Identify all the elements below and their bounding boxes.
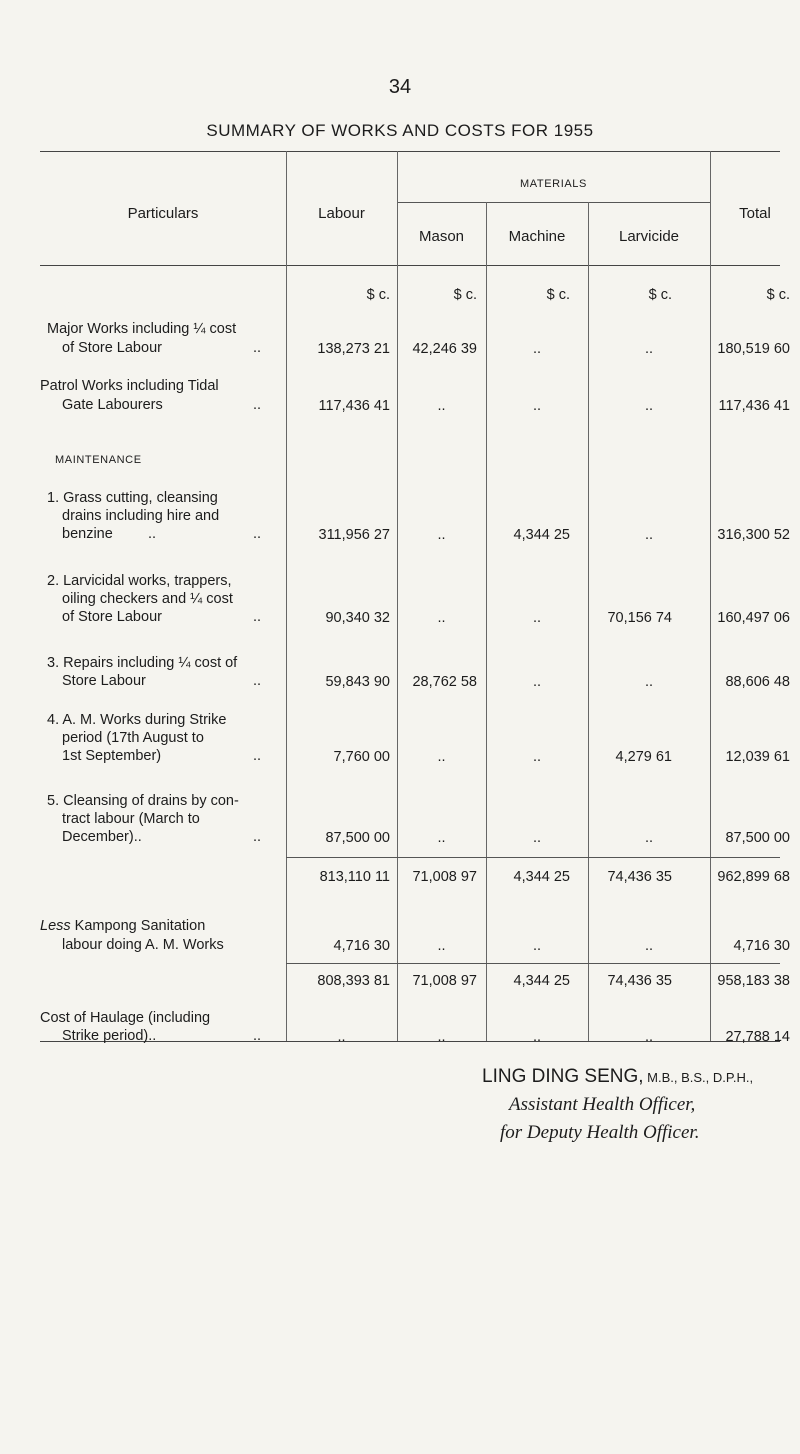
currency-total: $ c. [766,287,790,303]
row-larvicidal-label-1: 2. Larvicidal works, trappers, [47,573,232,589]
less-larvicide: .. [644,938,654,954]
col-divider-5 [710,151,711,1041]
row-grass-cutting-mason: .. [437,527,446,543]
haulage-total: 27,788 14 [725,1029,790,1045]
currency-mason: $ c. [453,287,477,303]
subtotal-1-total: 962,899 68 [717,869,790,885]
subtotal-1-mason: 71,008 97 [412,869,477,885]
row-larvicidal-labour: 90,340 32 [325,610,390,626]
subtotal-2-rule [286,963,780,964]
row-major-works-labour: 138,273 21 [317,341,390,357]
row-am-works-labour: 7,760 00 [333,749,390,765]
signature-qualifications: M.B., B.S., D.P.H., [643,1070,754,1085]
row-larvicidal-mason: .. [437,610,446,626]
header-labour: Labour [318,205,365,222]
row-cleansing-total: 87,500 00 [725,830,790,846]
row-grass-cutting-label-2: drains including hire and [62,508,220,524]
row-major-works-larvicide: .. [644,341,654,357]
leader-dots: .. [253,1028,262,1044]
row-grass-cutting-larvicide: .. [644,527,654,543]
header-bottom-rule [40,265,780,266]
signature-deputy: for Deputy Health Officer. [500,1122,700,1143]
row-grass-cutting-label-1: 1. Grass cutting, cleansing [47,490,218,506]
row-repairs-machine: .. [532,674,542,690]
subtotal-1-machine: 4,344 25 [513,869,570,885]
row-cleansing-label-1: 5. Cleansing of drains by con- [47,793,239,809]
subtotal-2-larvicide: 74,436 35 [607,973,672,989]
less-labour: 4,716 30 [333,938,390,954]
row-major-works-label-1: Major Works including ¼ cost [47,321,237,337]
row-patrol-works-machine: .. [532,398,542,414]
row-major-works-total: 180,519 60 [717,341,790,357]
header-materials: MATERIALS [520,178,587,190]
subtotal-2-mason: 71,008 97 [412,973,477,989]
row-major-works-machine: .. [532,341,542,357]
header-mason: Mason [418,228,465,245]
haulage-machine: .. [532,1029,542,1045]
row-repairs-total: 88,606 48 [725,674,790,690]
row-am-works-label-1: 4. A. M. Works during Strike [47,712,227,728]
row-patrol-works-labour: 117,436 41 [318,398,390,414]
leader-dots: .. [253,829,262,845]
currency-larvicide: $ c. [648,287,672,303]
signature-name-text: LING DING SENG, [482,1066,644,1087]
subtotal-2-total: 958,183 38 [717,973,790,989]
page-number: 34 [388,76,412,98]
row-am-works-label-2: period (17th August to [62,730,204,746]
leader-dots: .. [253,748,262,764]
row-cleansing-larvicide: .. [644,830,654,846]
signature-name [482,1066,753,1088]
header-machine: Machine [508,228,566,245]
row-patrol-works-mason: .. [437,398,446,414]
row-patrol-works-label-1: Patrol Works including Tidal [40,378,219,394]
header-total: Total [739,205,771,222]
row-grass-cutting-label-3: benzine [62,526,113,542]
less-italic: Less [40,918,71,934]
row-repairs-label-2: Store Labour [62,673,146,689]
row-repairs-mason: 28,762 58 [412,674,477,690]
row-cleansing-machine: .. [532,830,542,846]
header-larvicide: Larvicide [618,228,680,245]
row-patrol-works-larvicide: .. [644,398,654,414]
row-grass-cutting-labour: 311,956 27 [318,527,390,543]
row-am-works-larvicide: 4,279 61 [615,749,672,765]
leader-dots: .. [253,340,262,356]
row-am-works-total: 12,039 61 [725,749,790,765]
leader-dots: .. [253,609,262,625]
row-patrol-works-label-2: Gate Labourers [62,397,163,413]
subtotal-2-machine: 4,344 25 [513,973,570,989]
less-label-2: labour doing A. M. Works [62,937,224,953]
less-label-1 [40,918,205,935]
leader-dots: .. [148,526,157,542]
subtotal-1-rule [286,857,780,858]
haulage-larvicide: .. [644,1029,654,1045]
document-title: SUMMARY OF WORKS AND COSTS FOR 1955 [206,121,594,140]
row-cleansing-label-2: tract labour (March to [62,811,200,827]
header-particulars: Particulars [127,205,199,222]
currency-labour: $ c. [366,287,390,303]
col-divider-2 [397,151,398,1041]
row-larvicidal-total: 160,497 06 [717,610,790,626]
less-machine: .. [532,938,542,954]
row-major-works-mason: 42,246 39 [412,341,477,357]
row-larvicidal-label-3: of Store Labour [62,609,162,625]
row-grass-cutting-total: 316,300 52 [717,527,790,543]
row-cleansing-label-3: December).. [62,829,142,845]
row-larvicidal-machine: .. [532,610,542,626]
col-divider-1 [286,151,287,1041]
row-major-works-label-2: of Store Labour [62,340,162,356]
less-label-rest: Kampong Sanitation [70,918,206,934]
row-cleansing-labour: 87,500 00 [325,830,390,846]
row-repairs-labour: 59,843 90 [325,674,390,690]
row-am-works-mason: .. [437,749,446,765]
row-patrol-works-total: 117,436 41 [718,398,790,414]
signature-title: Assistant Health Officer, [509,1094,696,1115]
row-am-works-machine: .. [532,749,542,765]
subtotal-1-labour: 813,110 11 [319,869,390,885]
currency-machine: $ c. [546,287,570,303]
materials-divider [397,202,710,203]
row-am-works-label-3: 1st September) [62,748,162,764]
row-grass-cutting-machine: 4,344 25 [513,527,570,543]
leader-dots: .. [253,397,262,413]
leader-dots: .. [253,673,262,689]
subtotal-1-larvicide: 74,436 35 [607,869,672,885]
row-larvicidal-larvicide: 70,156 74 [607,610,672,626]
less-mason: .. [437,938,446,954]
leader-dots: .. [253,526,262,542]
haulage-label-1: Cost of Haulage (including [40,1010,211,1026]
subtotal-2-labour: 808,393 81 [317,973,390,989]
haulage-labour: .. [337,1029,346,1045]
row-larvicidal-label-2: oiling checkers and ¼ cost [62,591,233,607]
table-top-rule [40,151,780,152]
haulage-label-2: Strike period).. [62,1028,157,1044]
row-cleansing-mason: .. [437,830,446,846]
less-total: 4,716 30 [733,938,790,954]
row-repairs-label-1: 3. Repairs including ¼ cost of [47,655,238,671]
row-repairs-larvicide: .. [644,674,654,690]
haulage-mason: .. [437,1029,446,1045]
section-maintenance: MAINTENANCE [55,454,142,466]
